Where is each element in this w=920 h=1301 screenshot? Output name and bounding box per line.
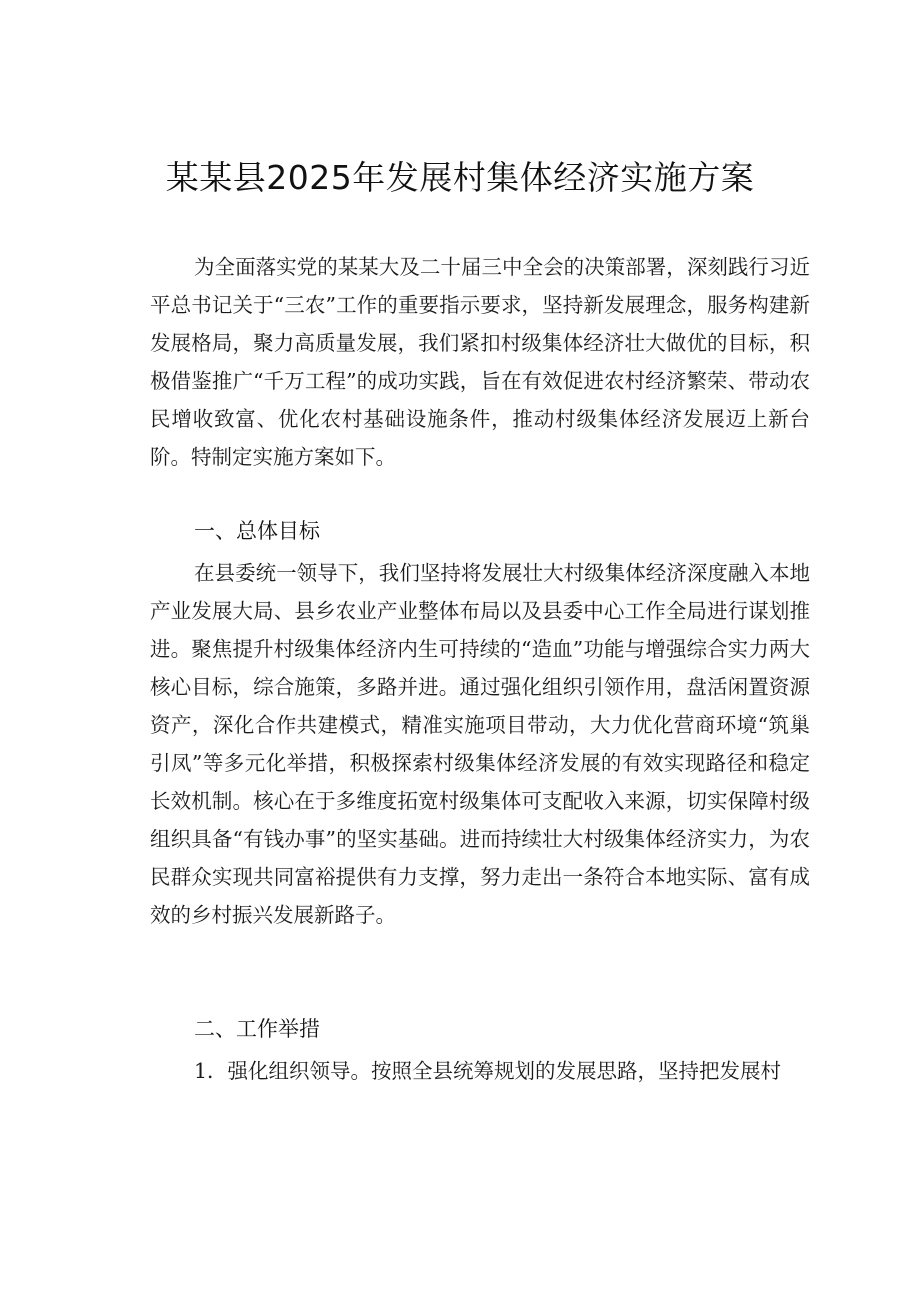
document-title: 某某县2025年发展村集体经济实施方案	[165, 158, 755, 197]
work-measure-item-1: 1．强化组织领导。按照全县统筹规划的发展思路，坚持把发展村	[194, 1059, 782, 1083]
overall-goal-paragraph: 在县委统一领导下，我们坚持将发展壮大村级集体经济深度融入本地产业发展大局、县乡农业产业整体布局以及县委中心工作全局进行谋划推进。聚焦提升村级集体经济内生可持续的“造血”功能与增强综合实力两大核心目标，综合施策，多路并进。通过强化组织引领作用，盘活闲置资源资产，深化合作共建模式，精准实施项目带动，大力优化营商环境“筑巢引凤”等多元化举措，积极探索村级集体经济发展的有效实现路径和稳定长效机制。核心在于多维度拓宽村级集体可支配收入来源，切实保障村级组织具备“有钱办事”的坚实基础。进而持续壮大村级集体经济实力，为农民群众实现共同富裕提供有力支撑，努力走出一条符合本地实际、富有成效的乡村振兴发展新路子。	[150, 561, 810, 927]
intro-paragraph: 为全面落实党的某某大及二十届三中全会的决策部署，深刻践行习近平总书记关于“三农”工作的重要指示要求，坚持新发展理念，服务构建新发展格局，聚力高质量发展，我们紧扣村级集体经济壮大做优的目标，积极借鉴推广“千万工程”的成功实践，旨在有效促进农村经济繁荣、带动农民增收致富、优化农村基础设施条件，推动村级集体经济发展迈上新台阶。特制定实施方案如下。	[150, 255, 810, 469]
section-heading-work-measures: 二、工作举措	[194, 1017, 320, 1041]
section-heading-overall-goal: 一、总体目标	[194, 519, 320, 543]
